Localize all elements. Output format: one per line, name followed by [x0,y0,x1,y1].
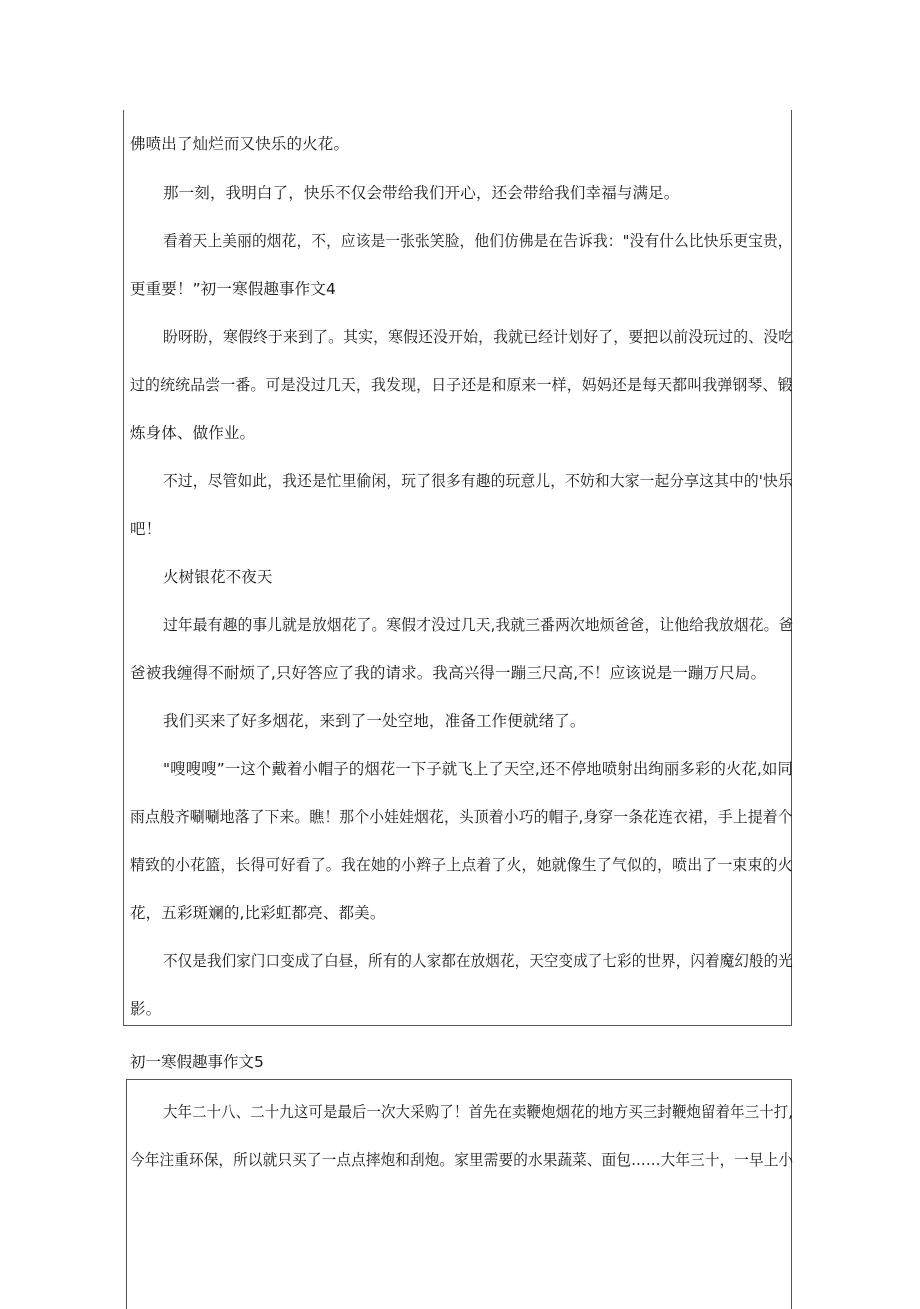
subheading: 火树银花不夜天 [163,568,273,586]
paragraph-line: 我们买来了好多烟花，来到了一处空地，准备工作便就绪了。 [163,712,586,730]
paragraph-line: 过的统统品尝一番。可是没过几天，我发现，日子还是和原来一样，妈妈还是每天都叫我弹钢琴、锻 [130,376,793,394]
paragraph-line: 不过，尽管如此，我还是忙里偷闲，玩了很多有趣的玩意儿，不妨和大家一起分享这其中的'快乐 [163,472,793,490]
paragraph-line: 更重要！”初一寒假趣事作文4 [130,280,336,298]
paragraph-line: 过年最有趣的事儿就是放烟花了。寒假才没过几天,我就三番两次地烦爸爸，让他给我放烟花。爸 [163,616,794,634]
paragraph-line: 吧！ [130,520,162,538]
paragraph-line: 雨点般齐唰唰地落了下来。瞧！那个小娃娃烟花，头顶着小巧的帽子,身穿一条花连衣裙，手上提着个 [130,808,793,826]
paragraph-line: 爸被我缠得不耐烦了,只好答应了我的请求。我高兴得一蹦三尺高,不！应该说是一蹦万尺局。 [130,664,767,682]
paragraph-line: 佛喷出了灿烂而又快乐的火花。 [130,135,350,153]
paragraph-line: 那一刻，我明白了，快乐不仅会带给我们开心，还会带给我们幸福与满足。 [163,184,680,202]
paragraph-line: 花，五彩斑斓的,比彩虹都亮、都美。 [130,904,386,922]
section-heading: 初一寒假趣事作文5 [130,1053,264,1071]
paragraph-line: "嗖嗖嗖”一这个戴着小帽子的烟花一下子就飞上了天空,还不停地喷射出绚丽多彩的火花,如同 [163,760,793,778]
paragraph-line: 盼呀盼，寒假终于来到了。其实，寒假还没开始，我就已经计划好了，要把以前没玩过的、没吃 [163,328,794,346]
paragraph-line: 今年注重环保，所以就只买了一点点摔炮和刮炮。家里需要的水果蔬菜、面包……大年三十，一早上小 [130,1151,794,1169]
paragraph-line: 大年二十八、二十九这可是最后一次大采购了！首先在卖鞭炮烟花的地方买三封鞭炮留着年三十打, [163,1103,794,1121]
paragraph-line: 影。 [130,1000,162,1018]
paragraph-line: 炼身体、做作业。 [130,424,256,442]
paragraph-line: 精致的小花篮，长得可好看了。我在她的小辫子上点着了火，她就像生了气似的，喷出了一束束的火 [130,856,793,874]
paragraph-line: 不仅是我们家门口变成了白昼，所有的人家都在放烟花，天空变成了七彩的世界，闪着魔幻般的光 [163,952,793,970]
paragraph-line: 看着天上美丽的烟花，不，应该是一张张笑脸，他们仿佛是在告诉我："没有什么比快乐更宝贵， [163,232,793,250]
